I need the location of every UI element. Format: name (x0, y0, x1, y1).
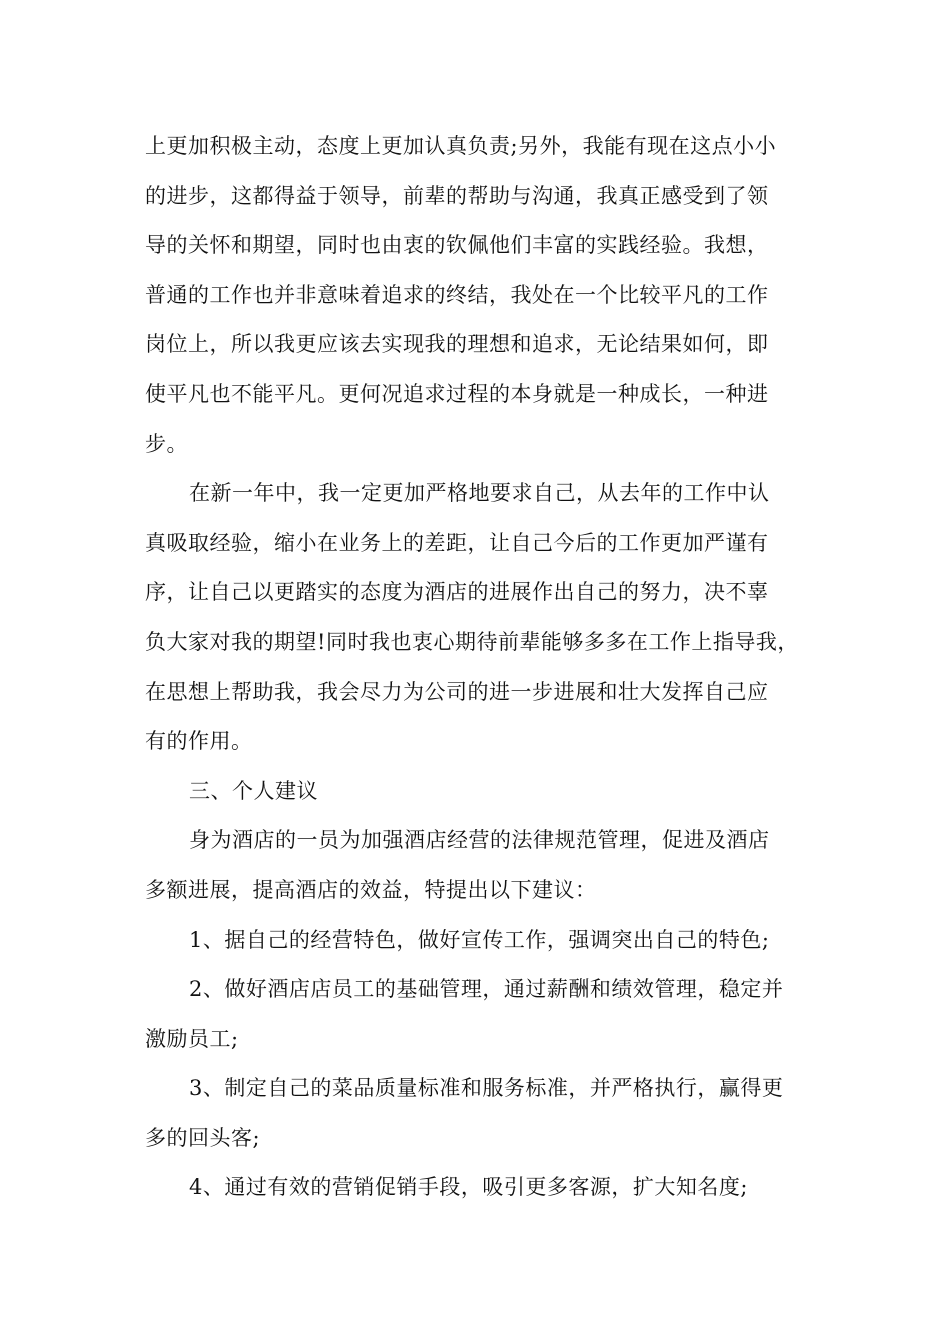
list-item: 1、据自己的经营特色，做好宣传工作，强调突出自己的特色; (189, 927, 770, 952)
paragraph-line: 负大家对我的期望!同时我也衷心期待前辈能够多多在工作上指导我， (145, 629, 799, 654)
paragraph-line: 岗位上，所以我更应该去实现我的理想和追求，无论结果如何，即 (145, 332, 769, 357)
list-item: 4、通过有效的营销促销手段，吸引更多客源，扩大知名度; (189, 1175, 748, 1200)
paragraph-line: 多额进展，提高酒店的效益，特提出以下建议： (145, 877, 597, 902)
paragraph-line: 上更加积极主动，态度上更加认真负责;另外，我能有现在这点小小 (145, 134, 777, 158)
list-item-continuation: 激励员工; (145, 1026, 239, 1051)
section-heading: 三、个人建议 (189, 778, 318, 803)
paragraph-line: 序，让自己以更踏实的态度为酒店的进展作出自己的努力，决不辜 (145, 580, 769, 605)
paragraph-line: 真吸取经验，缩小在业务上的差距，让自己今后的工作更加严谨有 (145, 530, 769, 555)
paragraph-line: 有的作用。 (145, 729, 253, 754)
paragraph-line: 在思想上帮助我，我会尽力为公司的进一步进展和壮大发挥自己应 (145, 679, 769, 704)
paragraph-line: 使平凡也不能平凡。更何况追求过程的本身就是一种成长，一种进 (145, 381, 769, 406)
list-item: 2、做好酒店店员工的基础管理，通过薪酬和绩效管理，稳定并 (189, 977, 784, 1002)
paragraph-line: 身为酒店的一员为加强酒店经营的法律规范管理，促进及酒店 (189, 828, 770, 853)
paragraph-line: 导的关怀和期望，同时也由衷的钦佩他们丰富的实践经验。我想， (145, 233, 769, 258)
paragraph-line: 的进步，这都得益于领导，前辈的帮助与沟通，我真正感受到了领 (145, 183, 769, 208)
paragraph-line: 普通的工作也并非意味着追求的终结，我处在一个比较平凡的工作 (145, 282, 769, 307)
list-item: 3、制定自己的菜品质量标准和服务标准，并严格执行，赢得更 (189, 1076, 784, 1101)
paragraph-line: 在新一年中，我一定更加严格地要求自己，从去年的工作中认 (189, 481, 770, 506)
document-body (145, 122, 815, 1213)
list-item-continuation: 多的回头客; (145, 1125, 261, 1150)
paragraph-line: 步。 (145, 431, 188, 456)
